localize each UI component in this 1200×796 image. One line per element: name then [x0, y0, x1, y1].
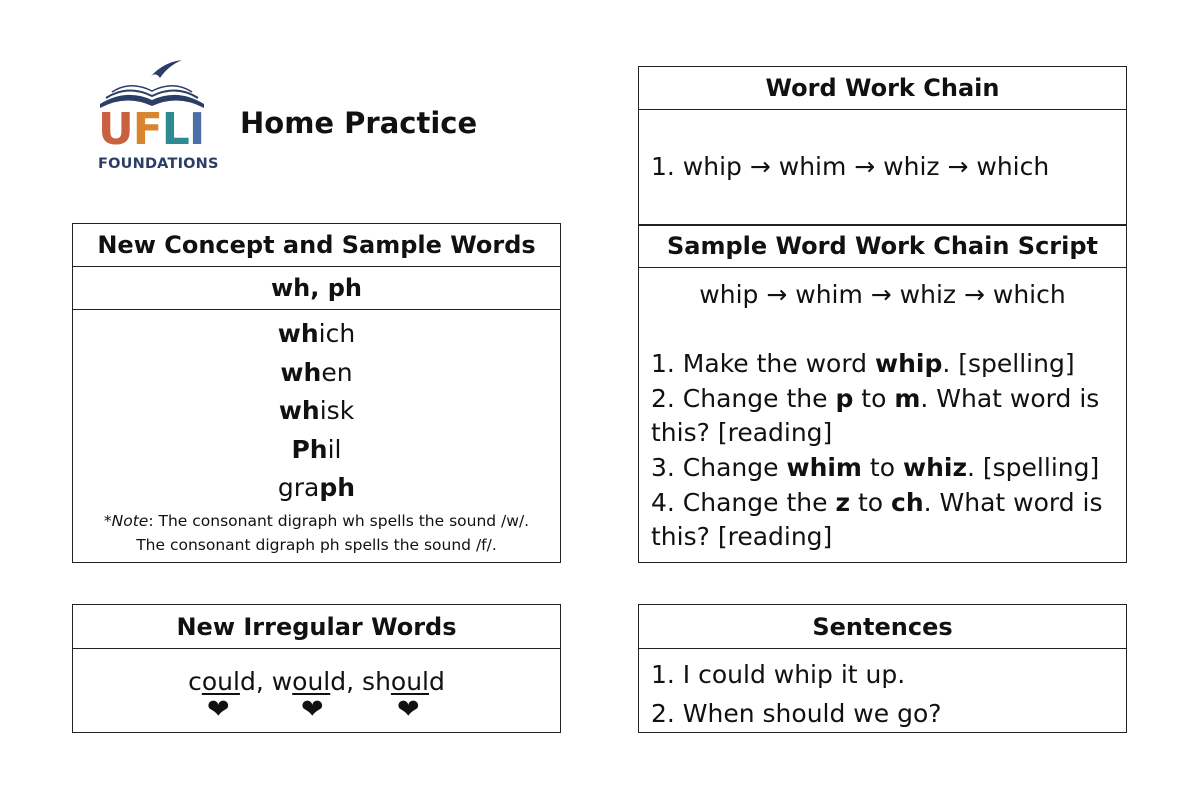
page-title: Home Practice: [240, 106, 478, 140]
sample-word: when: [280, 357, 353, 387]
chain-script-box: [638, 224, 1127, 563]
word-chain-box: [638, 66, 1127, 226]
word-chain-item: 1. whip → whim → whiz → which: [651, 152, 1050, 181]
script-steps: [639, 347, 1126, 554]
heart-icon: ❤: [301, 694, 324, 725]
sentence: 1. I could whip it up.: [651, 660, 906, 689]
irregular-words-box: [72, 604, 561, 733]
sentence: 2. When should we go?: [651, 699, 942, 728]
script-step: 1. Make the word whip. [spelling]: [651, 349, 1075, 378]
script-step: 4. Change the z to ch. What word is this? [reading]: [651, 488, 1103, 551]
word-chain-title: Word Work Chain: [639, 67, 1126, 110]
sample-word: graph: [277, 473, 356, 502]
script-step: 2. Change the p to m. What word is this? [reading]: [651, 384, 1100, 447]
script-step: 3. Change whim to whiz. [spelling]: [651, 453, 1100, 482]
sentences-title: Sentences: [639, 605, 1126, 649]
irregular-word: could: [188, 667, 256, 696]
heart-icon: ❤: [397, 694, 420, 725]
logo-subtitle: FOUNDATIONS: [98, 156, 219, 172]
logo-letters: UFLI: [98, 104, 205, 155]
heart-icon: ❤: [207, 694, 230, 725]
ufli-logo: [96, 58, 219, 178]
sample-words: [73, 310, 560, 508]
sample-word: which: [277, 319, 356, 348]
concept-pattern: wh, ph: [73, 267, 560, 310]
heart-row: [73, 694, 560, 725]
irregular-word: would: [271, 667, 347, 696]
chain-sequence: whip → whim → whiz → which: [699, 280, 1066, 309]
concept-box: [72, 223, 561, 563]
concept-title: New Concept and Sample Words: [73, 224, 560, 267]
irregular-word: should: [362, 667, 445, 696]
chain-script-title: Sample Word Work Chain Script: [639, 225, 1126, 268]
sample-word: whisk: [278, 396, 355, 425]
concept-note: *Note: The consonant digraph wh spells the sound /w/. The consonant digraph ph spells the sound /f/.: [103, 511, 530, 554]
sample-word: Phil: [291, 434, 342, 464]
sentences-box: [638, 604, 1127, 733]
irregular-word-list: could, would, should: [188, 667, 445, 696]
bird-and-book-icon: [96, 58, 208, 110]
irregular-title: New Irregular Words: [73, 605, 560, 649]
